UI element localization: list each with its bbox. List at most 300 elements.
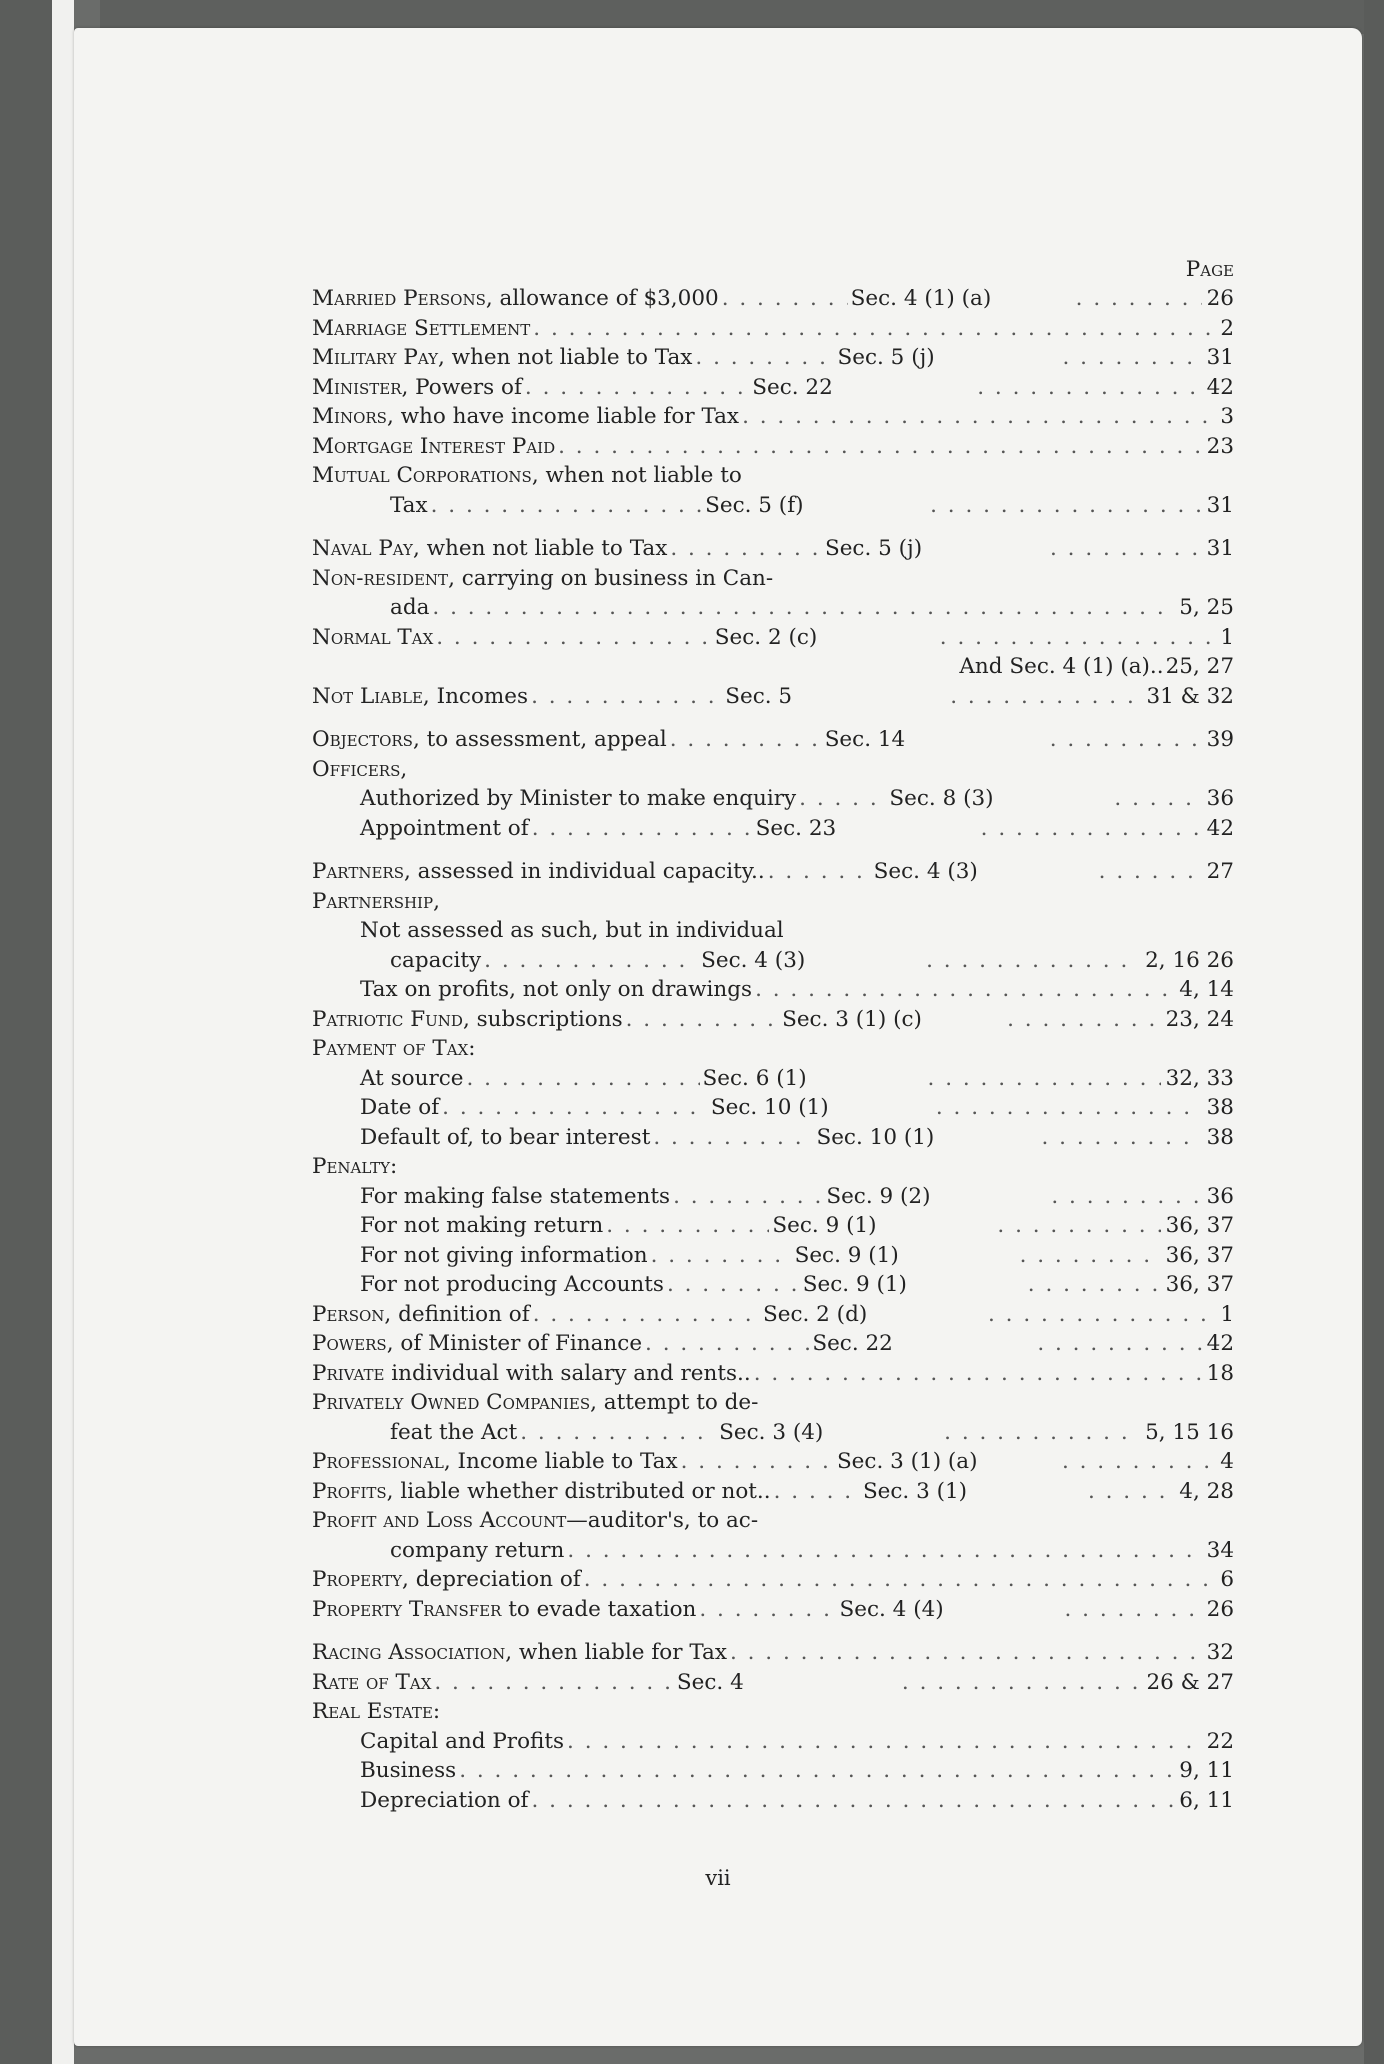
entry-keyword: Person — [312, 1301, 385, 1327]
entry-text: , — [433, 888, 440, 914]
index-entry — [312, 623, 1234, 653]
entry-term — [312, 1270, 664, 1300]
dot-leader — [730, 1638, 1202, 1668]
dot-leader — [567, 1727, 1202, 1757]
entry-text: , definition of — [384, 1301, 530, 1327]
index-entries — [312, 284, 1234, 1815]
index-entry — [312, 916, 1234, 946]
entry-term — [312, 1638, 727, 1668]
entry-section-ref: Sec. 23 — [755, 815, 837, 841]
dot-leader — [626, 1005, 780, 1035]
index-entry — [312, 343, 1234, 373]
dot-leader — [532, 1786, 1175, 1816]
entry-page-ref: 27 — [1206, 859, 1234, 884]
dot-leader — [442, 1093, 708, 1123]
entry-keyword: Powers — [312, 1331, 387, 1356]
entry-page-ref: 25, 27 — [1165, 654, 1234, 679]
entry-keyword: Racing Association — [312, 1640, 506, 1665]
dot-leader — [467, 1064, 700, 1094]
entry-term — [312, 1565, 581, 1595]
entry-page-ref: 26 — [1206, 286, 1234, 311]
entry-text: For not giving information — [360, 1242, 648, 1268]
entry-term — [312, 314, 530, 344]
dot-leader — [944, 1418, 1140, 1448]
index-entry — [312, 1093, 1234, 1123]
index-page — [74, 28, 1362, 2046]
index-entry — [312, 1418, 1234, 1448]
dot-leader — [1050, 534, 1202, 564]
entry-section-ref: Sec. 6 (1) — [702, 1065, 807, 1091]
entry-page-ref: 18 — [1206, 1360, 1234, 1386]
dot-leader — [1114, 784, 1201, 814]
entry-page-ref: 38 — [1206, 1095, 1234, 1120]
entry-page-ref: 36 — [1206, 786, 1234, 811]
entry-text: , when not liable to Tax — [412, 536, 668, 561]
entry-text: For making false statements — [360, 1183, 671, 1209]
index-entry — [312, 432, 1234, 462]
entry-page-ref: 32, 33 — [1165, 1065, 1234, 1091]
entry-section-ref: Sec. 10 (1) — [710, 1095, 829, 1120]
dot-leader — [1099, 857, 1202, 887]
dot-leader — [988, 1300, 1215, 1330]
entry-section-ref: Sec. 9 (1) — [772, 1213, 877, 1238]
entry-section-ref: Sec. 4 (1) (a) — [850, 286, 992, 311]
entry-term — [312, 534, 667, 564]
dot-leader — [742, 402, 1215, 432]
index-entry — [312, 1536, 1234, 1566]
section-gap — [312, 520, 1234, 534]
entry-page-ref: 42 — [1206, 815, 1234, 841]
entry-text: , Incomes — [422, 683, 529, 709]
entry-text: , when not liable to — [531, 463, 742, 488]
index-entry — [312, 314, 1234, 344]
index-entry — [312, 725, 1234, 755]
dot-leader — [1063, 343, 1202, 373]
entry-section-ref: And Sec. 4 (1) (a).. — [959, 654, 1164, 679]
dot-leader — [1007, 1005, 1161, 1035]
entry-text: , who have income liable for Tax — [386, 404, 740, 429]
entry-section-ref: Sec. 22 — [752, 374, 833, 400]
entry-keyword: Rate of Tax — [312, 1669, 432, 1695]
index-entry — [312, 857, 1234, 887]
entry-text: , depreciation of — [402, 1567, 581, 1592]
entry-text: , attempt to de- — [590, 1390, 759, 1415]
dot-leader — [667, 1270, 800, 1300]
index-entry — [312, 564, 1234, 594]
entry-section-ref: Sec. 14 — [824, 727, 906, 752]
entry-term — [312, 1506, 758, 1536]
entry-term — [312, 1123, 650, 1153]
index-entry — [312, 1300, 1234, 1330]
entry-term — [312, 1756, 456, 1786]
entry-keyword: Mutual Corporations — [312, 463, 532, 488]
dot-leader — [936, 1093, 1202, 1123]
index-entry — [312, 1329, 1234, 1359]
dot-leader — [525, 373, 749, 403]
entry-page-ref: 26 & 27 — [1146, 1669, 1234, 1695]
book-cover-right-edge — [1364, 0, 1384, 2064]
dot-leader — [434, 1668, 674, 1698]
dot-leader — [755, 975, 1174, 1005]
entry-term — [312, 593, 429, 623]
entry-text: Depreciation of — [360, 1787, 529, 1813]
entry-page-ref: 31 — [1206, 492, 1234, 518]
dot-leader — [432, 593, 1174, 623]
entry-term — [312, 461, 742, 491]
entry-term — [312, 491, 428, 521]
dot-leader — [774, 1477, 860, 1507]
entry-term — [312, 1300, 530, 1330]
entry-page-ref: 1 — [1220, 624, 1234, 650]
entry-section-ref: Sec. 5 — [725, 683, 793, 709]
dot-leader — [670, 725, 822, 755]
entry-keyword: Military Pay — [312, 345, 439, 370]
entry-keyword: Married Persons — [312, 286, 486, 311]
entry-page-ref: 39 — [1206, 727, 1234, 752]
dot-leader — [459, 1756, 1174, 1786]
entry-section-ref: Sec. 4 (3) — [701, 947, 806, 973]
entry-section-ref: Sec. 9 (1) — [794, 1242, 899, 1268]
entry-term — [312, 564, 773, 594]
entry-page-ref: 42 — [1206, 374, 1234, 400]
entry-term — [312, 623, 433, 653]
dot-leader — [531, 682, 722, 712]
dot-leader — [754, 1359, 1202, 1389]
entry-term — [312, 682, 528, 712]
index-entry — [312, 1477, 1234, 1507]
section-gap — [312, 1624, 1234, 1638]
index-entry — [312, 1211, 1234, 1241]
entry-section-ref: Sec. 8 (3) — [889, 786, 994, 811]
entry-text: Authorized by Minister to make enquiry — [360, 786, 797, 811]
entry-page-ref: 36, 37 — [1165, 1213, 1234, 1238]
entry-section-ref: Sec. 5 (f) — [705, 492, 804, 518]
entry-term — [312, 975, 752, 1005]
entry-text: Appointment of — [360, 815, 529, 841]
entry-term — [312, 1668, 431, 1698]
entry-section-ref: Sec. 4 — [676, 1669, 744, 1695]
entry-section-ref: Sec. 9 (1) — [802, 1272, 907, 1297]
entry-term — [312, 1093, 439, 1123]
entry-term — [312, 916, 784, 946]
index-content — [312, 256, 1234, 1815]
index-entry — [312, 534, 1234, 564]
dot-leader — [981, 814, 1202, 844]
dot-leader — [902, 1668, 1142, 1698]
entry-text: At source — [360, 1065, 464, 1091]
book-spine — [0, 0, 60, 2064]
index-entry — [312, 1697, 1234, 1727]
index-entry — [312, 1034, 1234, 1064]
index-entry — [312, 593, 1234, 623]
entry-text: Date of — [360, 1095, 440, 1120]
entry-term — [312, 1034, 476, 1064]
dot-leader — [651, 1241, 792, 1271]
entry-text: ada — [390, 595, 430, 620]
entry-page-ref: 42 — [1206, 1331, 1234, 1356]
entry-text: : — [432, 1699, 441, 1724]
entry-text: : — [468, 1036, 476, 1061]
entry-term — [312, 1152, 397, 1182]
entry-keyword: Officers — [312, 756, 401, 782]
page-folio: vii — [705, 1866, 731, 1890]
entry-text: capacity — [390, 947, 482, 973]
entry-page-ref: 36, 37 — [1165, 1242, 1234, 1268]
entry-keyword: Penalty — [312, 1154, 391, 1179]
index-entry — [312, 1359, 1234, 1389]
entry-keyword: Not Liable — [312, 683, 423, 709]
entry-term — [312, 1447, 678, 1477]
entry-page-ref: 5, 25 — [1179, 595, 1234, 620]
dot-leader — [1062, 1447, 1215, 1477]
index-entry — [312, 1123, 1234, 1153]
entry-section-ref: Sec. 5 (j) — [837, 345, 935, 370]
entry-keyword: Real Estate — [312, 1699, 433, 1724]
entry-term — [312, 1477, 771, 1507]
dot-leader — [977, 373, 1201, 403]
entry-keyword: Non-resident — [312, 565, 449, 591]
dot-leader — [681, 1447, 834, 1477]
index-entry — [312, 784, 1234, 814]
entry-page-ref: 23, 24 — [1165, 1006, 1234, 1032]
entry-page-ref: 31 & 32 — [1146, 683, 1234, 709]
entry-page-ref: 6, 11 — [1179, 1787, 1234, 1813]
entry-term — [312, 1064, 464, 1094]
entry-text: Business — [360, 1758, 457, 1783]
entry-text: Capital and Profits — [360, 1728, 565, 1754]
entry-text: , carrying on business in Can- — [448, 565, 774, 591]
index-entry — [312, 1270, 1234, 1300]
entry-term — [312, 814, 529, 844]
entry-page-ref: 6 — [1220, 1567, 1234, 1592]
entry-section-ref: Sec. 5 (j) — [824, 536, 923, 561]
entry-text: , allowance of $3,000 — [485, 286, 719, 311]
entry-text: , when not liable to Tax — [438, 345, 693, 370]
entry-section-ref: Sec. 3 (1) (c) — [782, 1006, 922, 1032]
entry-term — [312, 1329, 642, 1359]
entry-text: , Income liable to Tax — [443, 1449, 678, 1474]
entry-keyword: Privately Owned Companies — [312, 1390, 591, 1415]
entry-page-ref: 31 — [1206, 345, 1234, 370]
dot-leader — [533, 1300, 760, 1330]
index-entry — [312, 814, 1234, 844]
entry-keyword: Minors — [312, 404, 387, 429]
dot-leader — [940, 623, 1216, 653]
entry-text: For not making return — [360, 1213, 604, 1238]
dot-leader — [653, 1123, 813, 1153]
entry-section-ref: Sec. 9 (2) — [826, 1183, 931, 1209]
entry-page-ref: 36 — [1206, 1183, 1234, 1209]
entry-text: to evade taxation — [501, 1596, 697, 1622]
entry-keyword: Property Transfer — [312, 1596, 502, 1622]
entry-keyword: Professional — [312, 1449, 444, 1474]
dot-leader — [558, 432, 1202, 462]
dot-leader — [673, 1182, 823, 1212]
entry-text: For not producing Accounts — [360, 1272, 664, 1297]
index-entry — [312, 946, 1234, 976]
entry-term — [312, 1536, 564, 1566]
entry-keyword: Marriage Settlement — [312, 315, 531, 341]
index-entry — [312, 887, 1234, 917]
entry-page-ref: 2, 16 26 — [1145, 947, 1234, 973]
entry-term — [312, 432, 555, 462]
entry-text: , — [400, 756, 408, 782]
dot-leader — [1041, 1123, 1201, 1153]
entry-section-ref: Sec. 22 — [812, 1331, 893, 1356]
previous-page-edge — [52, 0, 74, 2064]
dot-leader — [950, 682, 1141, 712]
entry-text: company return — [390, 1537, 565, 1563]
dot-leader — [699, 1595, 836, 1625]
entry-page-ref: 2 — [1220, 315, 1234, 341]
entry-page-ref: 22 — [1206, 1728, 1234, 1754]
entry-text: —auditor's, to ac- — [566, 1508, 759, 1533]
entry-page-ref: 5, 15 16 — [1145, 1419, 1234, 1445]
entry-term — [312, 784, 796, 814]
dot-leader — [484, 946, 698, 976]
entry-text: , liable whether distributed or not.. — [386, 1478, 771, 1504]
entry-keyword: Mortgage Interest Paid — [312, 433, 556, 459]
entry-term — [312, 373, 522, 403]
entry-text: , subscriptions — [462, 1006, 623, 1032]
entry-section-ref: Sec. 3 (1) (a) — [836, 1449, 978, 1474]
entry-term — [312, 857, 765, 887]
dot-leader — [799, 784, 886, 814]
entry-text: , of Minister of Finance — [386, 1331, 643, 1356]
dot-leader — [926, 946, 1140, 976]
entry-section-ref: Sec. 3 (1) — [862, 1478, 968, 1504]
entry-text: Tax — [390, 492, 428, 518]
entry-term — [312, 1697, 440, 1727]
index-entry — [312, 1388, 1234, 1418]
entry-page-ref: 1 — [1220, 1301, 1234, 1327]
entry-term — [312, 1359, 751, 1389]
entry-page-ref: 38 — [1206, 1124, 1234, 1150]
entry-text: , when liable for Tax — [505, 1640, 727, 1665]
entry-term — [312, 1211, 603, 1241]
entry-term — [312, 1388, 758, 1418]
dot-leader — [670, 534, 822, 564]
dot-leader — [930, 491, 1202, 521]
index-entry — [312, 1638, 1234, 1668]
index-entry — [312, 975, 1234, 1005]
entry-keyword: Objectors — [312, 727, 413, 752]
entry-keyword: Normal Tax — [312, 624, 434, 650]
index-entry — [312, 284, 1234, 314]
entry-keyword: Property — [312, 1567, 403, 1592]
entry-term — [312, 887, 440, 917]
index-entry — [312, 402, 1234, 432]
dot-leader — [520, 1418, 716, 1448]
entry-section-ref: Sec. 4 (4) — [839, 1596, 944, 1622]
entry-page-ref: 4, 28 — [1179, 1478, 1234, 1504]
index-entry — [312, 1595, 1234, 1625]
entry-page-ref: 36, 37 — [1165, 1272, 1234, 1297]
entry-text: individual with salary and rents.. — [384, 1360, 751, 1386]
entry-text: , assessed in individual capacity.. — [403, 859, 765, 884]
entry-term — [312, 946, 481, 976]
entry-page-ref: 34 — [1206, 1537, 1234, 1563]
entry-section-ref: Sec. 2 (d) — [763, 1301, 868, 1327]
entry-term — [312, 343, 692, 373]
index-entry — [312, 373, 1234, 403]
section-gap — [312, 711, 1234, 725]
entry-section-ref: Sec. 4 (3) — [873, 859, 978, 884]
dot-leader — [1037, 1329, 1201, 1359]
index-entry — [312, 1241, 1234, 1271]
dot-leader — [997, 1211, 1160, 1241]
entry-text: Tax on profits, not only on drawings — [360, 977, 753, 1002]
dot-leader — [928, 1064, 1161, 1094]
entry-page-ref: 4, 14 — [1179, 977, 1234, 1002]
index-entry — [312, 1152, 1234, 1182]
entry-keyword: Payment of Tax — [312, 1036, 469, 1061]
entry-term — [312, 1182, 670, 1212]
dot-leader — [1076, 284, 1202, 314]
entry-text: : — [390, 1154, 398, 1179]
dot-leader — [1020, 1241, 1161, 1271]
dot-leader — [532, 814, 753, 844]
entry-section-ref: Sec. 10 (1) — [816, 1124, 935, 1150]
entry-keyword: Patriotic Fund — [312, 1006, 463, 1032]
entry-term — [312, 1786, 529, 1816]
index-entry — [312, 1447, 1234, 1477]
entry-page-ref: 3 — [1220, 404, 1234, 429]
dot-leader — [1088, 1477, 1174, 1507]
index-entry — [312, 1756, 1234, 1786]
entry-text: Default of, to bear interest — [360, 1124, 651, 1150]
entry-term — [312, 725, 667, 755]
entry-page-ref: 9, 11 — [1179, 1758, 1234, 1783]
entry-term — [312, 1241, 648, 1271]
dot-leader — [1028, 1270, 1161, 1300]
dot-leader — [584, 1565, 1216, 1595]
dot-leader — [1065, 1595, 1202, 1625]
entry-text: feat the Act — [390, 1419, 518, 1445]
entry-keyword: Profit and Loss Account — [312, 1508, 567, 1533]
entry-page-ref: 23 — [1206, 433, 1234, 459]
entry-section-ref: Sec. 2 (c) — [714, 624, 818, 650]
entry-text: , Powers of — [401, 374, 522, 400]
index-entry — [312, 1506, 1234, 1536]
index-entry — [312, 1005, 1234, 1035]
index-entry — [312, 652, 1234, 682]
entry-term — [312, 755, 407, 785]
dot-leader — [645, 1329, 809, 1359]
dot-leader — [436, 623, 712, 653]
index-entry — [312, 755, 1234, 785]
entry-page-ref: 26 — [1206, 1596, 1234, 1622]
dot-leader — [695, 343, 834, 373]
entry-keyword: Profits — [312, 1478, 387, 1504]
entry-keyword: Partners — [312, 859, 404, 884]
index-entry — [312, 1182, 1234, 1212]
index-entry — [312, 491, 1234, 521]
entry-keyword: Private — [312, 1360, 385, 1386]
dot-leader — [1051, 1182, 1201, 1212]
dot-leader — [606, 1211, 769, 1241]
entry-page-ref: 31 — [1206, 536, 1234, 561]
index-entry — [312, 682, 1234, 712]
entry-term — [312, 1005, 623, 1035]
index-entry — [312, 461, 1234, 491]
entry-page-ref: 4 — [1220, 1449, 1234, 1474]
index-entry — [312, 1727, 1234, 1757]
entry-text: Not assessed as such, but in individual — [360, 918, 784, 943]
section-gap — [312, 843, 1234, 857]
index-entry — [312, 1064, 1234, 1094]
dot-leader — [1050, 725, 1202, 755]
